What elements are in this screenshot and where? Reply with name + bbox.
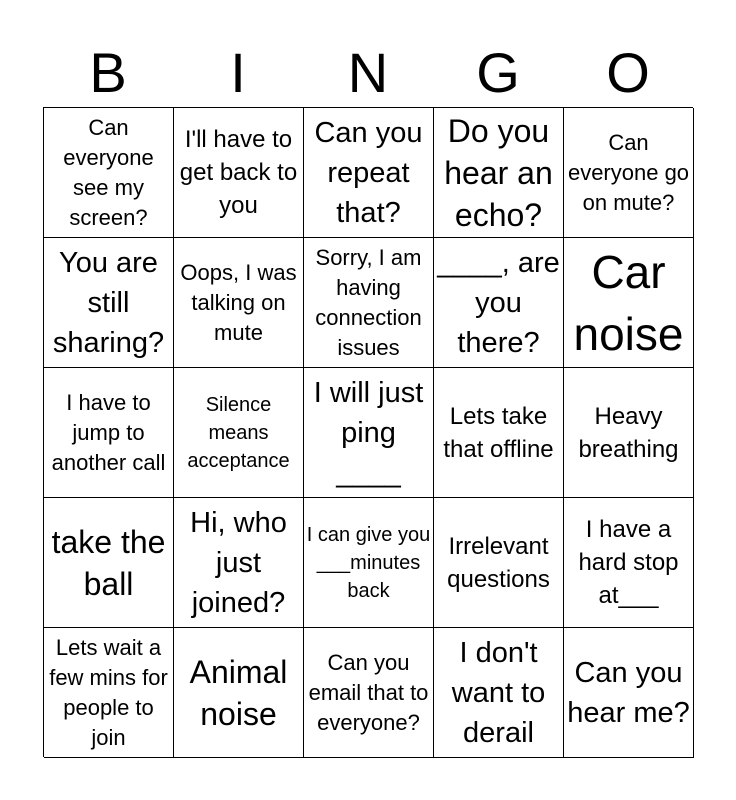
- bingo-cell[interactable]: [434, 498, 564, 628]
- bingo-cell[interactable]: [304, 368, 434, 498]
- cell-text: Oops, I was talking on mute: [180, 259, 297, 345]
- bingo-cell[interactable]: [434, 368, 564, 498]
- bingo-cell[interactable]: [434, 108, 564, 238]
- cell-text: Irrelevant questions: [447, 532, 550, 593]
- bingo-board: [43, 107, 693, 757]
- cell-text: Can everyone go on mute?: [567, 129, 690, 215]
- cell-text: I can give you ___minutes back: [306, 523, 431, 602]
- cell-text: ____, are you there?: [437, 246, 560, 359]
- cell-text: Hi, who just joined?: [190, 506, 287, 619]
- cell-text: Can you email that to everyone?: [308, 649, 429, 735]
- bingo-cell[interactable]: [564, 238, 694, 368]
- cell-text: Car noise: [573, 245, 684, 360]
- cell-text: Heavy breathing: [578, 402, 679, 463]
- cell-text: Can you hear me?: [567, 656, 690, 729]
- bingo-cell[interactable]: [174, 108, 304, 238]
- bingo-cell[interactable]: [174, 498, 304, 628]
- cell-text: Do you hear an echo?: [444, 112, 553, 233]
- cell-text: You are still sharing?: [52, 246, 165, 359]
- cell-text: Silence means acceptance: [187, 393, 290, 472]
- header-letter-o: O: [606, 41, 650, 104]
- bingo-cell[interactable]: [44, 108, 174, 238]
- bingo-cell[interactable]: [174, 238, 304, 368]
- bingo-cell[interactable]: [44, 628, 174, 758]
- cell-text: Lets take that offline: [443, 402, 554, 463]
- bingo-header: [43, 40, 693, 106]
- cell-text: Can you repeat that?: [314, 116, 423, 229]
- bingo-cell[interactable]: [44, 238, 174, 368]
- bingo-cell[interactable]: [44, 368, 174, 498]
- cell-text: take the ball: [51, 523, 166, 602]
- cell-text: I don't want to derail: [451, 636, 546, 749]
- bingo-cell[interactable]: [174, 368, 304, 498]
- bingo-cell[interactable]: [564, 368, 694, 498]
- bingo-cell[interactable]: [304, 498, 434, 628]
- cell-text: Lets wait a few mins for people to join: [49, 634, 168, 750]
- cell-text: I'll have to get back to you: [179, 126, 298, 219]
- cell-text: I will just ping ____: [313, 376, 424, 489]
- header-letter-b: B: [89, 41, 127, 104]
- header-letter-n: N: [347, 41, 389, 104]
- bingo-cell[interactable]: [44, 498, 174, 628]
- cell-text: Can everyone see my screen?: [63, 114, 154, 230]
- bingo-cell[interactable]: [304, 628, 434, 758]
- header-letter-g: G: [476, 41, 520, 104]
- bingo-cell[interactable]: [174, 628, 304, 758]
- bingo-cell[interactable]: [304, 238, 434, 368]
- bingo-cell[interactable]: [564, 108, 694, 238]
- cell-text: I have to jump to another call: [51, 389, 166, 475]
- bingo-cell[interactable]: [304, 108, 434, 238]
- bingo-cell[interactable]: [564, 498, 694, 628]
- cell-text: Animal noise: [189, 653, 288, 732]
- header-letter-i: I: [230, 41, 246, 104]
- bingo-cell[interactable]: [564, 628, 694, 758]
- bingo-cell[interactable]: [434, 628, 564, 758]
- cell-text: Sorry, I am having connection issues: [315, 244, 422, 360]
- cell-text: I have a hard stop at___: [578, 516, 679, 609]
- bingo-cell[interactable]: [434, 238, 564, 368]
